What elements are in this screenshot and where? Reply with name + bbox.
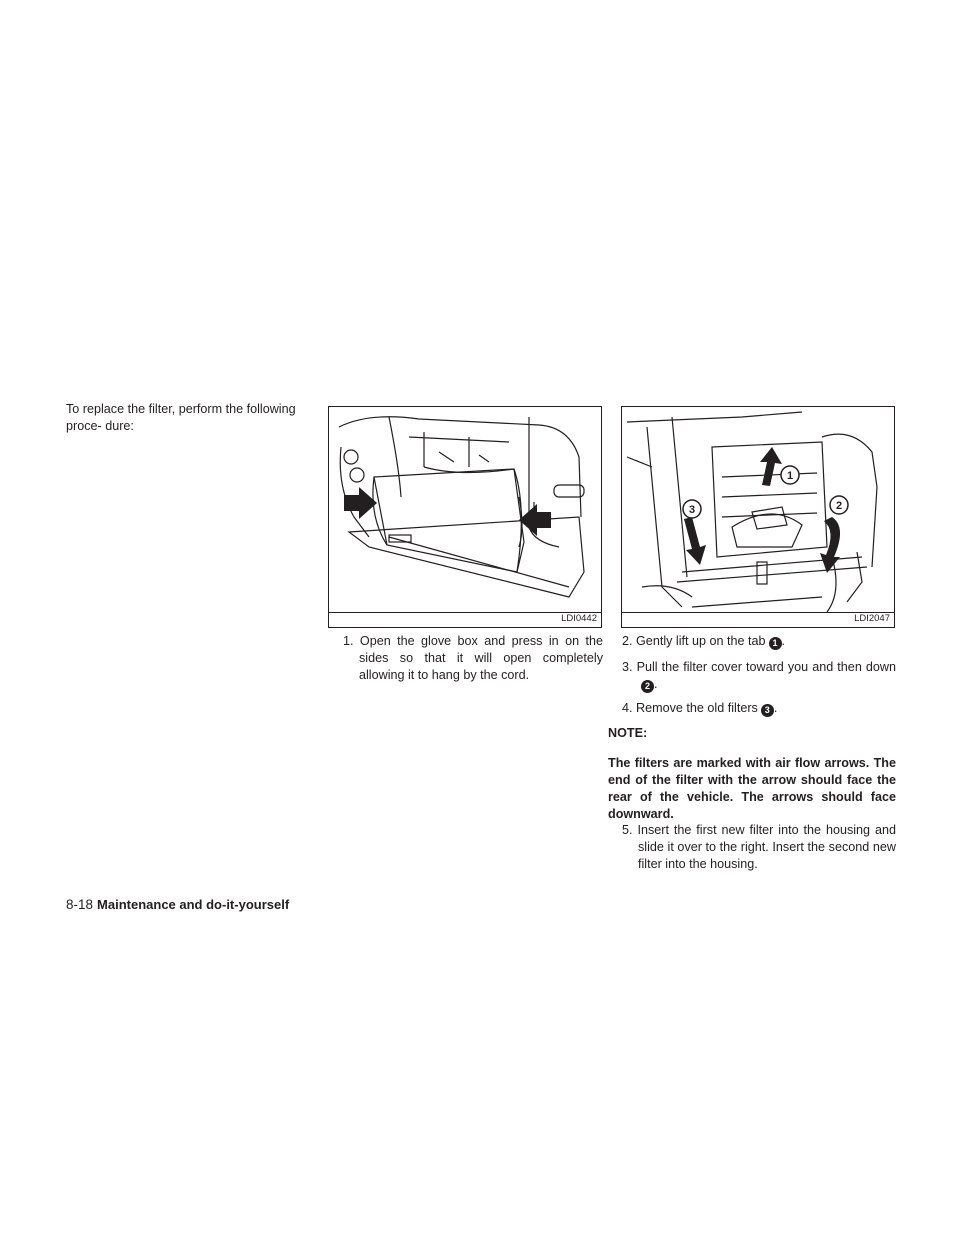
filter-housing-illustration [622,407,895,628]
callout-badge: 3 [761,704,774,717]
step-number: 5. [622,823,633,837]
step-4: 4. Remove the old filters 3 . [622,701,778,715]
glove-box-illustration [329,407,602,628]
section-title: Maintenance and do-it-yourself [97,897,290,912]
callout-1: 1 [786,470,794,482]
step-number: 4. [622,701,633,715]
callout-badge: 1 [769,637,782,650]
note-heading: NOTE: [608,726,648,740]
step-number: 3. [622,660,633,674]
down-arrow-icon [820,517,840,573]
figure-code: LDI0442 [561,613,597,624]
intro-text: To replace the filter, perform the following proce- dure: [66,402,296,433]
step-text: Pull the filter cover toward you and then down [636,660,896,674]
figure-code: LDI2047 [854,613,890,624]
step-3: 3. Pull the filter cover toward you and then down2 . [622,660,896,691]
callout-badge: 2 [641,680,654,693]
step-text: Open the glove box and press in on the sides so that it will open completely allowing it to hang by the cord. [359,634,604,682]
note-body: The filters are marked with air flow arrows. The end of the filter with the arrow should face the rear of the vehicle. The arrows should face downward. [608,756,896,821]
remove-arrow-icon [684,517,706,565]
left-arrow-icon [344,487,377,519]
step-text: Remove the old filters [636,701,758,715]
step-number: 1. [343,634,354,648]
page-footer [66,897,289,912]
right-arrow-icon [519,504,551,536]
step-2: 2. Gently lift up on the tab 1 . [622,634,786,648]
glove-box-figure [328,406,602,628]
callout-2: 2 [835,500,843,512]
step-text: Gently lift up on the tab [636,634,766,648]
step-5 [622,822,896,873]
filter-housing-figure [621,406,895,628]
callout-3: 3 [688,504,696,516]
step-text: Insert the first new filter into the housing and slide it over to the right. Insert the second new filter into the housing. [637,823,896,871]
step-1 [343,633,603,684]
lift-arrow-icon [760,447,782,486]
page-number: 8-18 [66,897,94,912]
step-number: 2. [622,634,633,648]
